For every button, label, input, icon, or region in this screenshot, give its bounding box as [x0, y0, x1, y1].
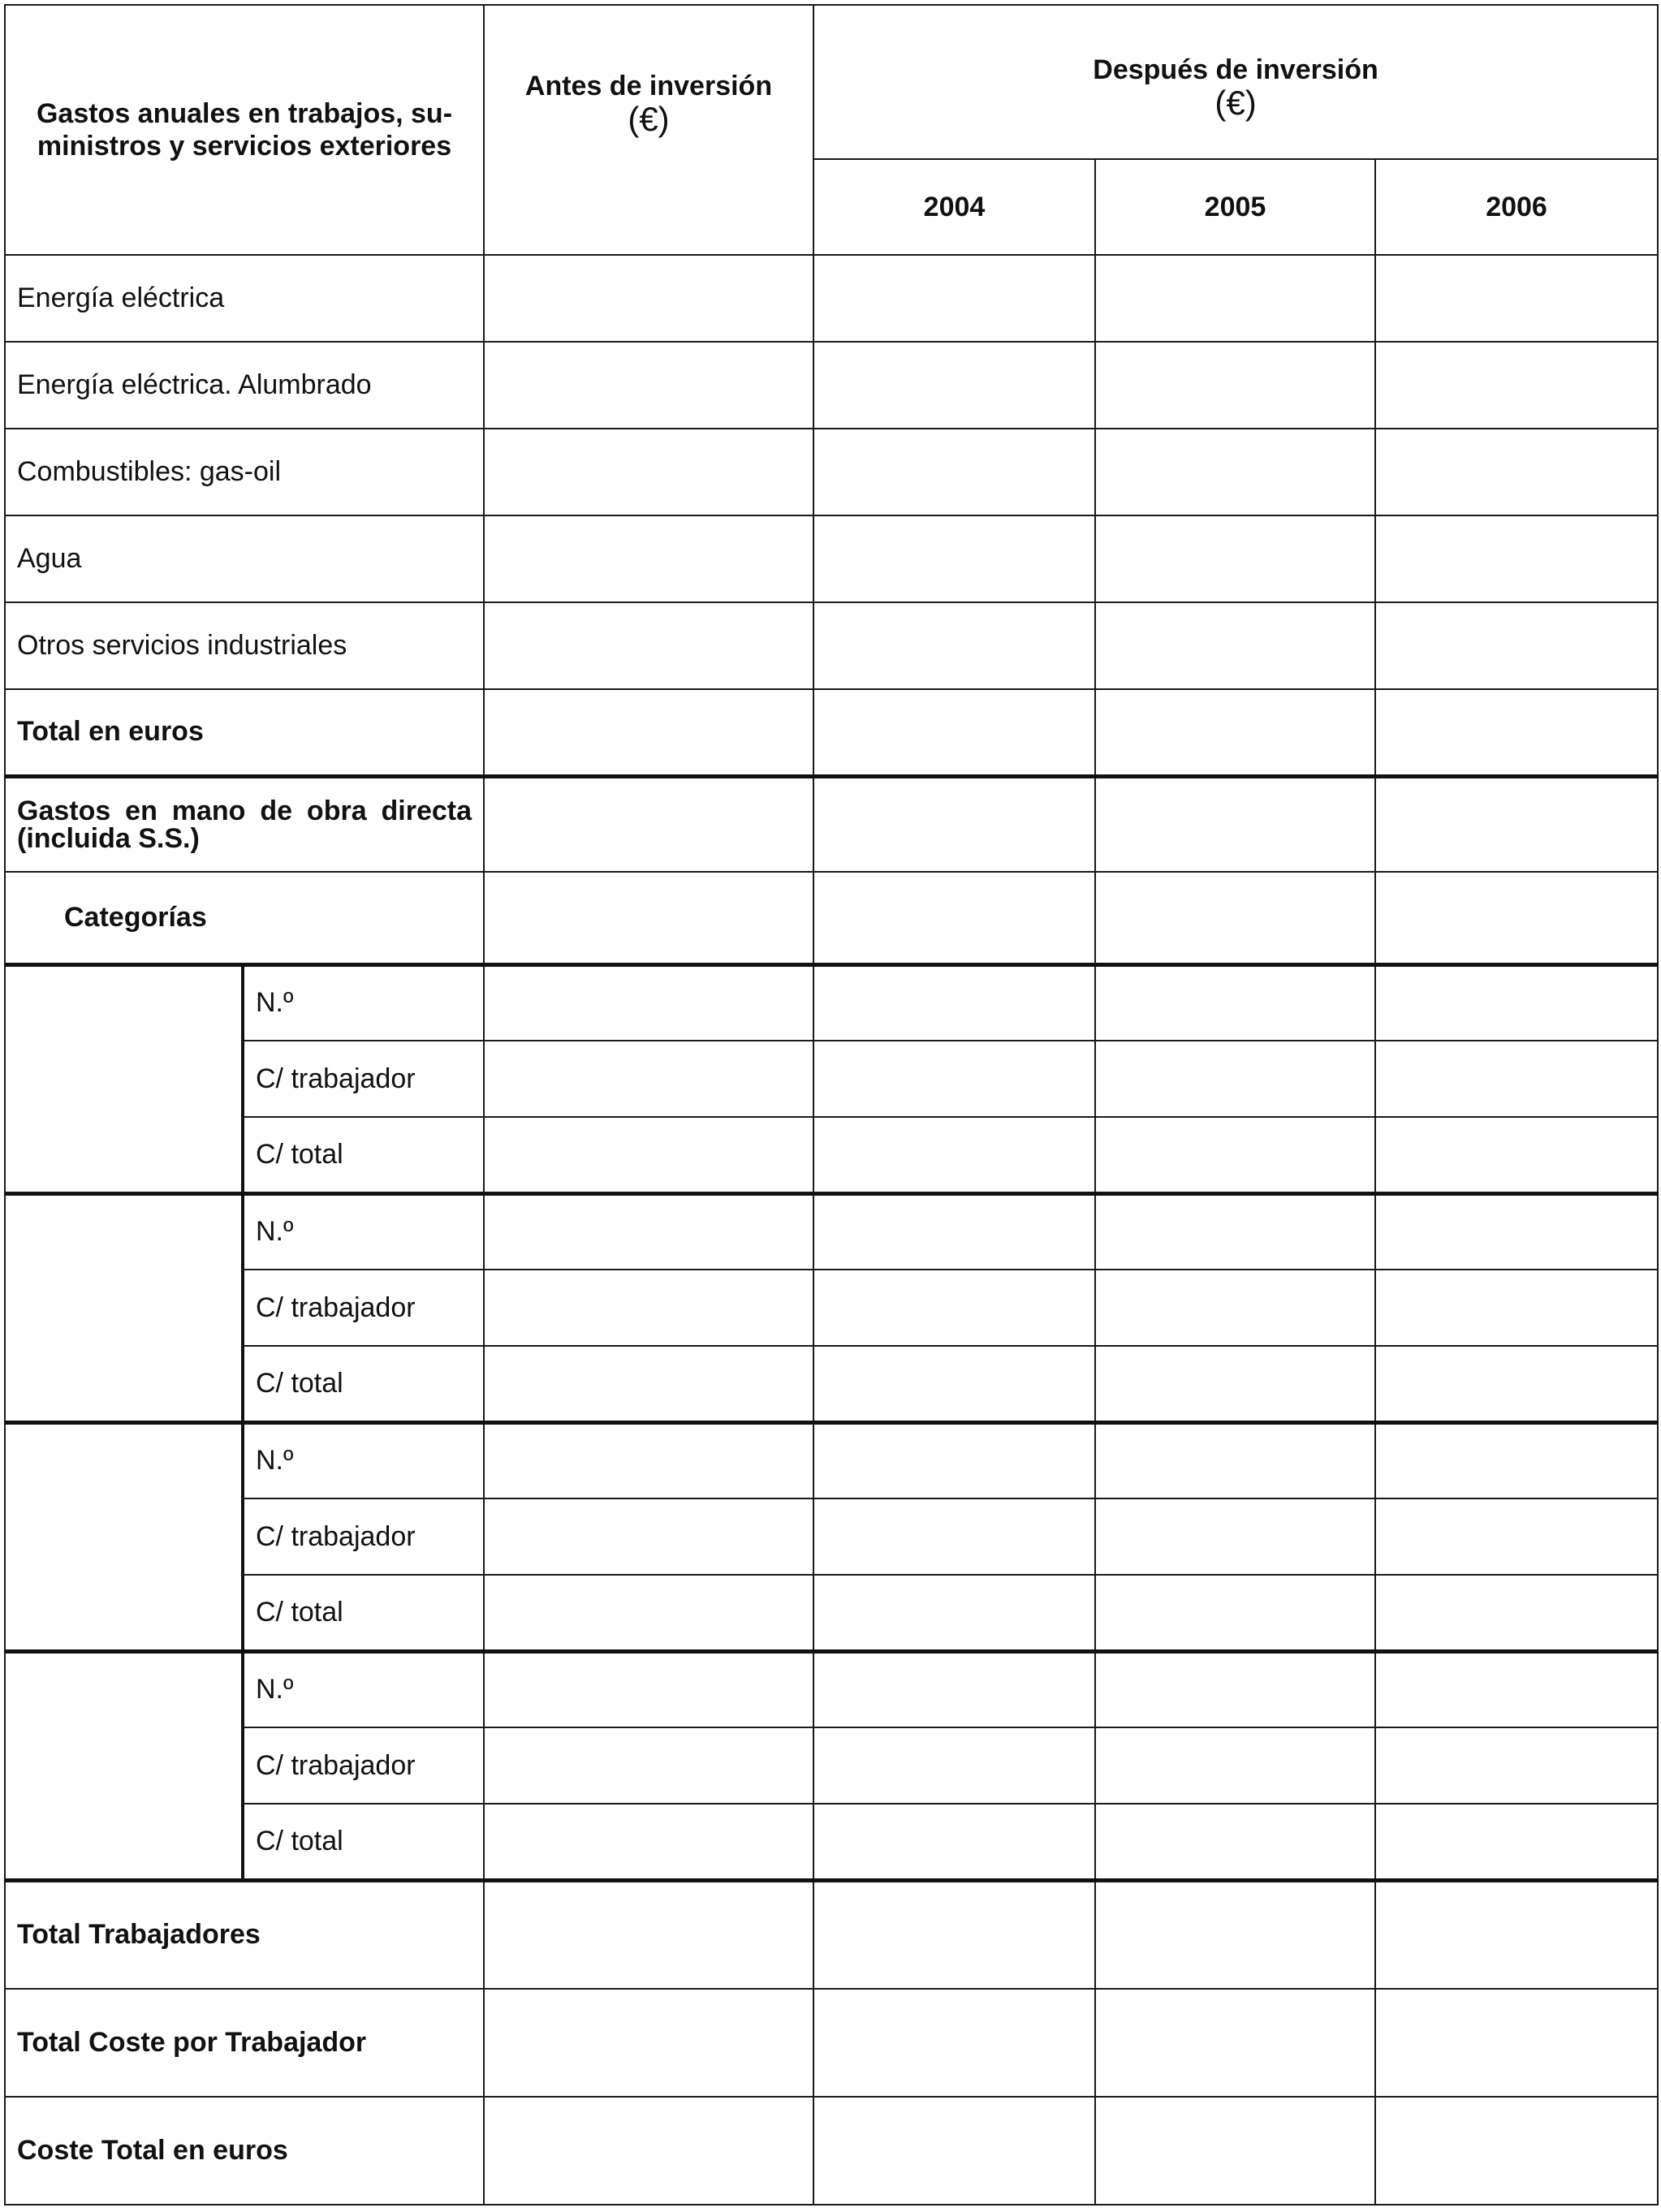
cell-empty [1375, 776, 1658, 872]
cell-empty [813, 429, 1095, 515]
cell-empty [484, 1989, 813, 2097]
header-antes-text: Antes de inversión [524, 71, 773, 101]
cell-empty [813, 1804, 1095, 1880]
sub-label: N.º [243, 1651, 484, 1727]
cell-empty [813, 2097, 1095, 2205]
cell-empty [1375, 689, 1658, 776]
sub-label: C/ trabajador [243, 1498, 484, 1575]
cell-empty [1095, 515, 1375, 602]
cell-empty [1375, 1422, 1658, 1498]
cell-empty [813, 1041, 1095, 1117]
cell-empty [1375, 964, 1658, 1041]
table-row [5, 1804, 1658, 1880]
cell-empty [1375, 1727, 1658, 1804]
category-name-cell [5, 1422, 243, 1651]
cell-empty [484, 1117, 813, 1193]
table-row [5, 1346, 1658, 1422]
cell-empty [813, 1651, 1095, 1727]
row-label-mano-obra: Gastos en mano de obra directa (incluida S.S.) [5, 776, 484, 872]
cell-empty [484, 689, 813, 776]
sub-label: C/ total [243, 1575, 484, 1651]
cell-empty [1095, 1880, 1375, 1989]
cell-empty [484, 602, 813, 689]
cell-empty [484, 2097, 813, 2205]
row-label-categorias: Categorías [5, 872, 484, 964]
cell-empty [1095, 776, 1375, 872]
cell-empty [484, 1651, 813, 1727]
cell-empty [813, 776, 1095, 872]
header-row-1 [5, 5, 1658, 159]
cell-empty [1375, 1575, 1658, 1651]
cell-empty [484, 1498, 813, 1575]
cell-empty [813, 689, 1095, 776]
cell-empty [1095, 429, 1375, 515]
table-row [5, 689, 1658, 776]
cell-empty [1095, 689, 1375, 776]
header-first-col [5, 5, 484, 255]
table-row [5, 1880, 1658, 1989]
table-row [5, 1727, 1658, 1804]
header-first-col-text: Gastos anuales en trabajos, su- ministros y servicios exteriores [36, 98, 453, 162]
category-name-cell [5, 1651, 243, 1880]
table-row [5, 1651, 1658, 1727]
cell-empty [813, 1880, 1095, 1989]
table-row [5, 776, 1658, 872]
cell-empty [813, 1498, 1095, 1575]
cell-empty [1375, 255, 1658, 342]
row-label-total-trabajadores: Total Trabajadores [5, 1880, 484, 1989]
cell-empty [1375, 342, 1658, 429]
cell-empty [484, 1270, 813, 1346]
cell-empty [1095, 1989, 1375, 2097]
cell-empty [1095, 1041, 1375, 1117]
table-row [5, 964, 1658, 1041]
cell-empty [813, 1346, 1095, 1422]
row-label: Energía eléctrica [5, 255, 484, 342]
table-row [5, 515, 1658, 602]
cell-empty [1095, 1727, 1375, 1804]
cell-empty [1375, 1498, 1658, 1575]
sub-label: C/ total [243, 1346, 484, 1422]
cell-empty [1095, 1651, 1375, 1727]
cell-empty [813, 602, 1095, 689]
cell-empty [813, 342, 1095, 429]
cell-empty [1375, 1193, 1658, 1270]
cell-empty [1375, 872, 1658, 964]
category-name-cell [5, 964, 243, 1193]
cell-empty [1095, 342, 1375, 429]
cell-empty [484, 1727, 813, 1804]
cell-empty [1375, 602, 1658, 689]
row-label: Combustibles: gas-oil [5, 429, 484, 515]
cell-empty [813, 872, 1095, 964]
cell-empty [1095, 1804, 1375, 1880]
table-row [5, 1989, 1658, 2097]
table-row [5, 429, 1658, 515]
table-row [5, 1117, 1658, 1193]
header-year-2006: 2006 [1375, 159, 1658, 255]
cell-empty [1375, 2097, 1658, 2205]
cell-empty [1375, 1804, 1658, 1880]
cell-empty [813, 964, 1095, 1041]
cell-empty [1095, 1498, 1375, 1575]
cell-empty [484, 964, 813, 1041]
cell-empty [813, 1422, 1095, 1498]
cell-empty [1375, 1117, 1658, 1193]
header-antes [484, 5, 813, 255]
cell-empty [1095, 255, 1375, 342]
cell-empty [484, 1575, 813, 1651]
cell-empty [484, 515, 813, 602]
table-row [5, 255, 1658, 342]
sub-label: N.º [243, 1422, 484, 1498]
category-name-cell [5, 1193, 243, 1422]
sub-label: C/ total [243, 1804, 484, 1880]
cell-empty [484, 1193, 813, 1270]
cell-empty [813, 1989, 1095, 2097]
cell-empty [1095, 602, 1375, 689]
row-label-coste-total: Coste Total en euros [5, 2097, 484, 2205]
row-label: Energía eléctrica. Alumbrado [5, 342, 484, 429]
table-row [5, 872, 1658, 964]
header-antes-unit: (€) [628, 100, 670, 138]
cell-empty [813, 1193, 1095, 1270]
table-row [5, 2097, 1658, 2205]
row-label: Otros servicios industriales [5, 602, 484, 689]
cell-empty [813, 1575, 1095, 1651]
cell-empty [1095, 1346, 1375, 1422]
table-row [5, 1193, 1658, 1270]
cell-empty [484, 872, 813, 964]
expenses-table [4, 4, 1659, 2206]
cell-empty [1375, 1270, 1658, 1346]
cell-empty [1095, 1422, 1375, 1498]
cell-empty [1095, 1193, 1375, 1270]
cell-empty [1375, 1651, 1658, 1727]
row-label-total-coste-trabajador: Total Coste por Trabajador [5, 1989, 484, 2097]
cell-empty [484, 1880, 813, 1989]
cell-empty [813, 1727, 1095, 1804]
header-despues-text: Después de inversión [1093, 54, 1378, 85]
sub-label: C/ trabajador [243, 1270, 484, 1346]
sub-label: C/ total [243, 1117, 484, 1193]
cell-empty [1375, 1041, 1658, 1117]
cell-empty [1375, 1989, 1658, 2097]
table-row [5, 1270, 1658, 1346]
cell-empty [1095, 1117, 1375, 1193]
cell-empty [1375, 515, 1658, 602]
cell-empty [1375, 1346, 1658, 1422]
table-row [5, 1422, 1658, 1498]
sub-label: N.º [243, 1193, 484, 1270]
row-label-total: Total en euros [5, 689, 484, 776]
table-row [5, 1498, 1658, 1575]
cell-empty [484, 1804, 813, 1880]
cell-empty [1095, 1270, 1375, 1346]
cell-empty [484, 342, 813, 429]
cell-empty [484, 776, 813, 872]
header-year-2005: 2005 [1095, 159, 1375, 255]
sub-label: C/ trabajador [243, 1041, 484, 1117]
header-despues-unit: (€) [1214, 83, 1257, 122]
cell-empty [1095, 2097, 1375, 2205]
table-row [5, 1041, 1658, 1117]
cell-empty [484, 1422, 813, 1498]
cell-empty [813, 1117, 1095, 1193]
table-row [5, 1575, 1658, 1651]
cell-empty [1095, 1575, 1375, 1651]
cell-empty [1375, 1880, 1658, 1989]
cell-empty [484, 429, 813, 515]
cell-empty [813, 255, 1095, 342]
cell-empty [1095, 964, 1375, 1041]
cell-empty [813, 515, 1095, 602]
cell-empty [484, 1346, 813, 1422]
header-year-2004: 2004 [813, 159, 1095, 255]
cell-empty [484, 255, 813, 342]
header-despues [813, 5, 1658, 159]
table-row [5, 342, 1658, 429]
cell-empty [1375, 429, 1658, 515]
sub-label: N.º [243, 964, 484, 1041]
table-row [5, 602, 1658, 689]
cell-empty [1095, 872, 1375, 964]
row-label: Agua [5, 515, 484, 602]
sub-label: C/ trabajador [243, 1727, 484, 1804]
cell-empty [484, 1041, 813, 1117]
cell-empty [813, 1270, 1095, 1346]
